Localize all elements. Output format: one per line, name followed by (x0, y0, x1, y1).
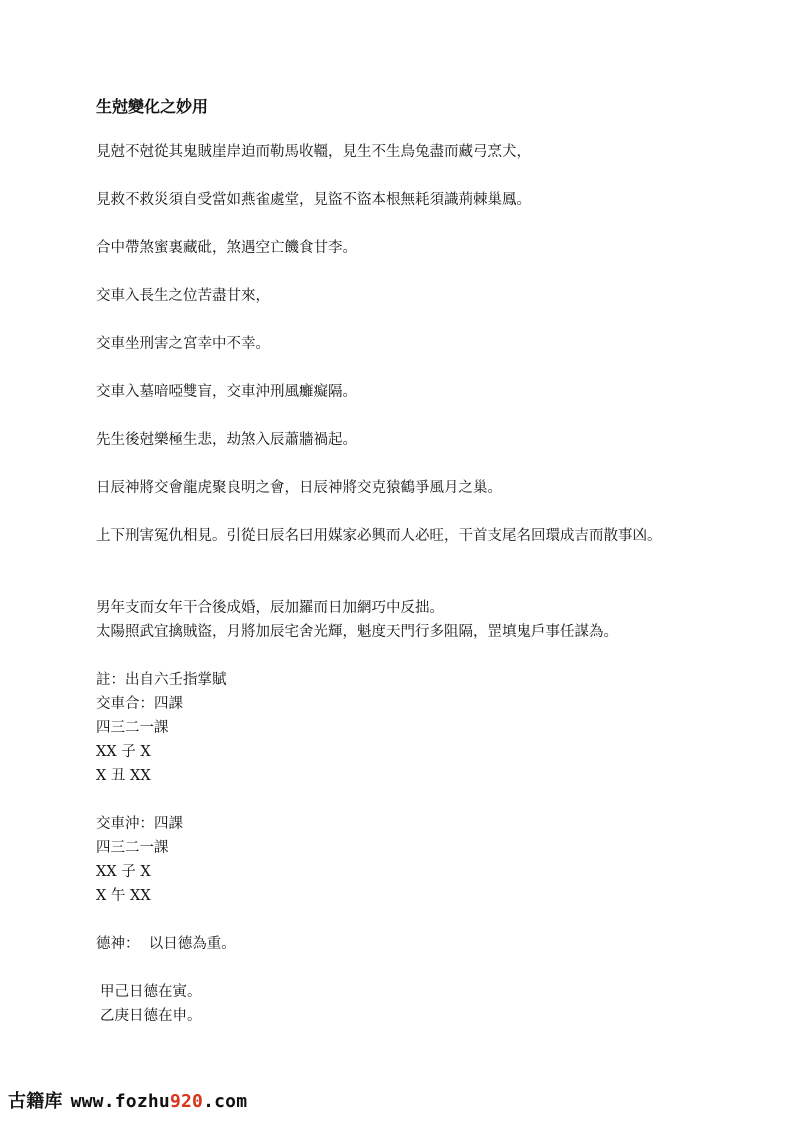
block-line: 四三二一課 (96, 840, 169, 856)
paragraph: 見尅不尅從其鬼賊崖岸迫而勒馬收韁，見生不生鳥兔盡而藏弓烹犬， (96, 144, 531, 160)
paragraph: 合中帶煞蜜裏藏砒，煞遇空亡饑食甘李。 (96, 240, 357, 256)
virtue-line: 甲己日德在寅。 (100, 984, 202, 1000)
block-line: X 午 XX (96, 888, 151, 904)
paragraph: 男年支而女年干合後成婚，辰加羅而日加網巧中反拙。 (96, 600, 444, 616)
block-line: XX 子 X (96, 864, 151, 880)
footer-url-suffix: .com (203, 1091, 248, 1112)
block-line: 四三二一課 (96, 720, 169, 736)
footer-brand: 古籍库 (8, 1091, 63, 1112)
block-line: XX 子 X (96, 744, 151, 760)
paragraph: 先生後尅樂極生悲，劫煞入辰蕭牆禍起。 (96, 432, 357, 448)
paragraph: 見救不救災須自受當如燕雀處堂，見盜不盜本根無耗須識荊棘巢鳳。 (96, 192, 531, 208)
block-heading: 交車沖：四課 (96, 816, 183, 832)
paragraph: 太陽照武宜擒賊盜，月將加辰宅舍光輝，魁度天門行多阻隔，罡填鬼戶事任謀為。 (96, 624, 618, 640)
paragraph: 日辰神將交會龍虎聚良明之會，日辰神將交克猿鶴爭風月之巢。 (96, 480, 502, 496)
virtue-heading: 德神： 以日德為重。 (96, 936, 236, 952)
block-line: X 丑 XX (96, 768, 151, 784)
paragraph: 交車坐刑害之宮幸中不幸。 (96, 336, 270, 352)
paragraph: 交車入墓喑啞雙盲，交車沖刑風癱癡隔。 (96, 384, 357, 400)
paragraph: 上下刑害冤仇相見。引從日辰名曰用媒家必興而人必旺，干首支尾名回環成吉而散事凶。 (96, 528, 662, 544)
virtue-line: 乙庚日德在申。 (100, 1008, 202, 1024)
block-heading: 交車合：四課 (96, 696, 183, 712)
note-title: 註：出自六壬指掌賦 (96, 672, 227, 688)
footer-url-accent: 920 (169, 1091, 204, 1112)
document-title: 生尅變化之妙用 (96, 97, 209, 116)
footer-watermark (8, 1090, 247, 1114)
footer-url-prefix: www.fozhu (70, 1091, 170, 1112)
paragraph: 交車入長生之位苦盡甘來， (96, 288, 270, 304)
